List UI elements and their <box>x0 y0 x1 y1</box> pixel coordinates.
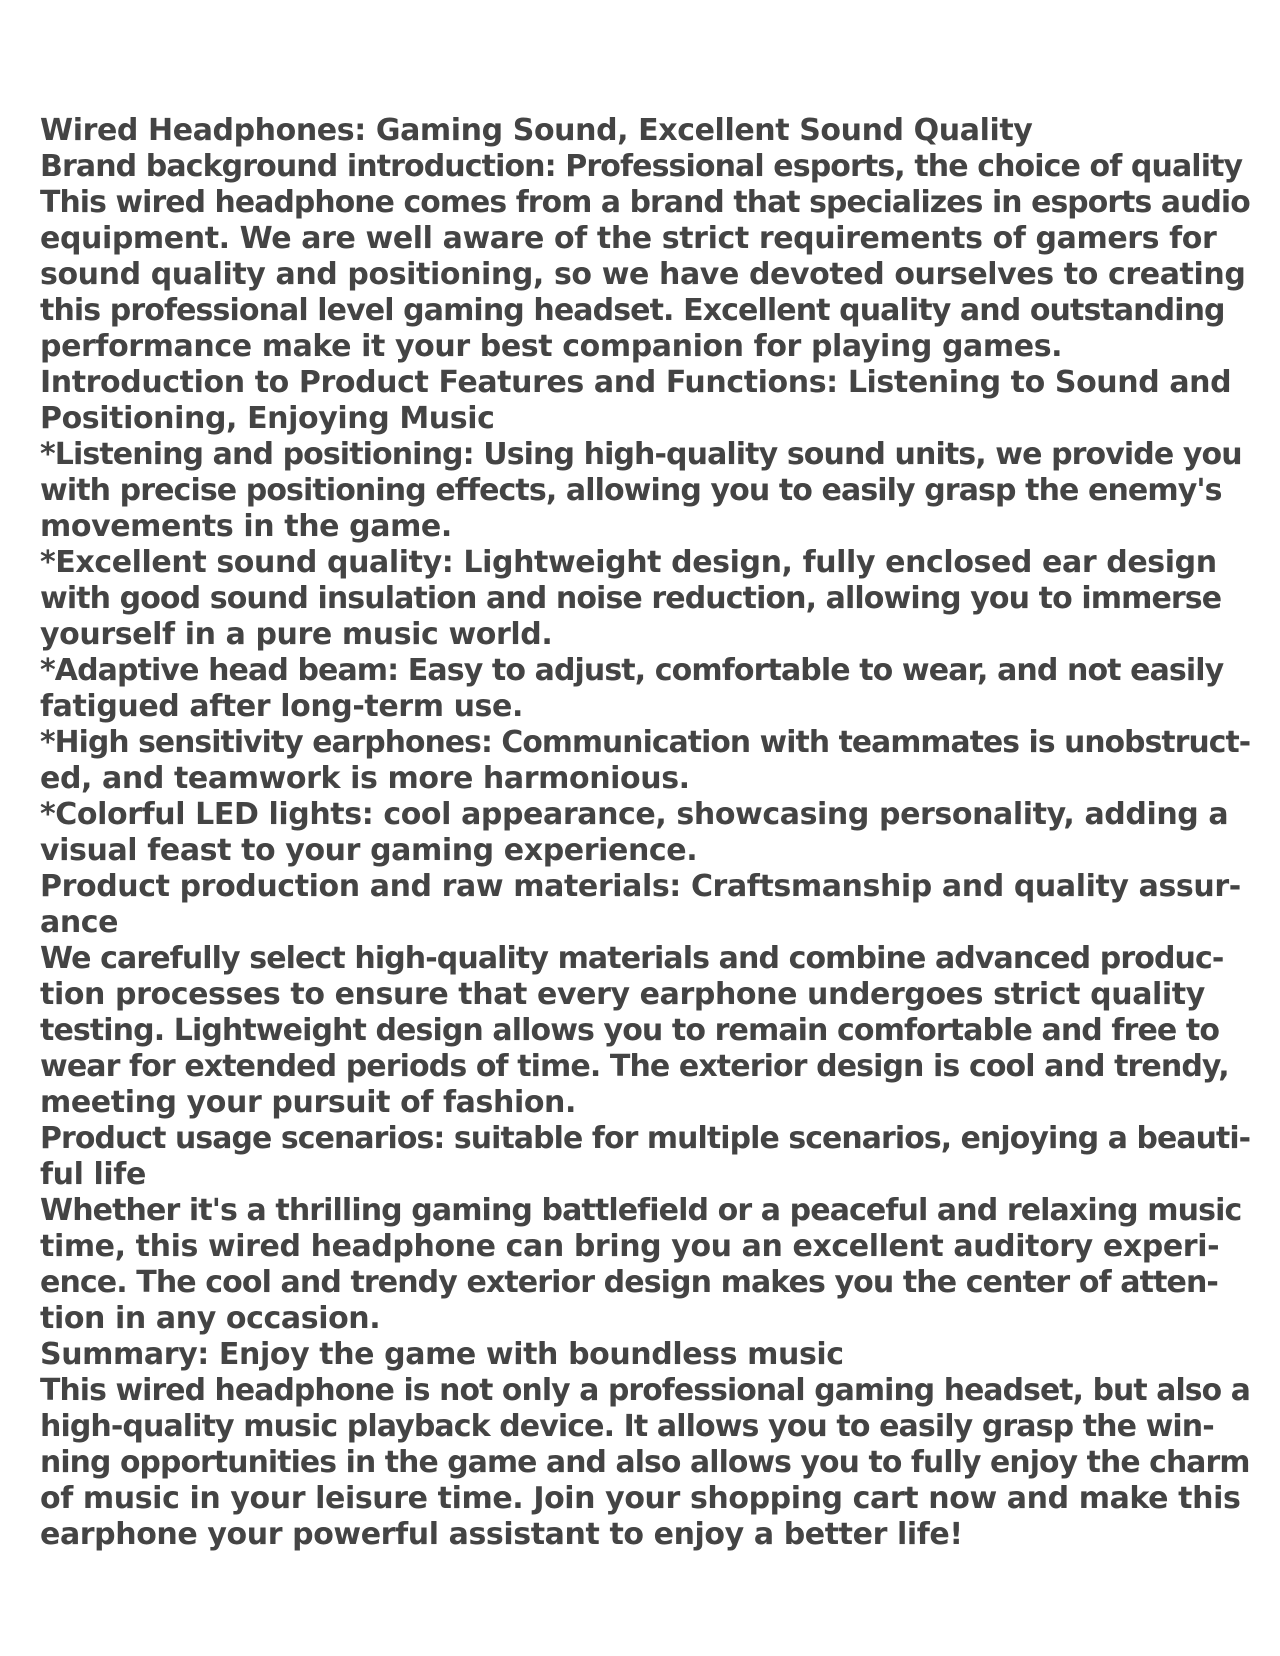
text-line: earphone your powerful assistant to enjoy a better life! <box>40 1517 963 1552</box>
text-line: wear for extended periods of time. The exterior design is cool and trendy, <box>40 1049 1229 1084</box>
text-line: Summary: Enjoy the game with boundless music <box>40 1337 844 1372</box>
text-line: ful life <box>40 1157 146 1192</box>
text-line: movements in the game. <box>40 509 452 544</box>
text-line: this professional level gaming headset. Excellent quality and outstanding <box>40 293 1225 328</box>
text-line: ance <box>40 905 119 940</box>
text-line: ence. The cool and trendy exterior design makes you the center of atten- <box>40 1265 1218 1300</box>
text-line: sound quality and positioning, so we have devoted ourselves to creating <box>40 257 1246 292</box>
text-line: Product production and raw materials: Craftsmanship and quality assur- <box>40 869 1241 904</box>
text-line: equipment. We are well aware of the strict requirements of gamers for <box>40 221 1217 256</box>
text-line: Product usage scenarios: suitable for multiple scenarios, enjoying a beauti- <box>40 1121 1251 1156</box>
text-line: *Excellent sound quality: Lightweight design, fully enclosed ear design <box>40 545 1217 580</box>
text-line: performance make it your best companion for playing games. <box>40 329 1063 364</box>
text-line: with precise positioning effects, allowing you to easily grasp the enemy's <box>40 473 1222 508</box>
text-line: This wired headphone is not only a professional gaming headset, but also a <box>40 1373 1250 1408</box>
product-description <box>40 113 1250 1553</box>
text-line: tion in any occasion. <box>40 1301 381 1336</box>
text-line: Positioning, Enjoying Music <box>40 401 495 436</box>
text-line: *Colorful LED lights: cool appearance, showcasing personality, adding a <box>40 797 1229 832</box>
text-line: tion processes to ensure that every earphone undergoes strict quality <box>40 977 1205 1012</box>
text-line: high-quality music playback device. It allows you to easily grasp the win- <box>40 1409 1214 1444</box>
text-line: time, this wired headphone can bring you an excellent auditory experi- <box>40 1229 1220 1264</box>
text-line: testing. Lightweight design allows you to remain comfortable and free to <box>40 1013 1220 1048</box>
text-line: *Listening and positioning: Using high-quality sound units, we provide you <box>40 437 1242 472</box>
text-line: ed, and teamwork is more harmonious. <box>40 761 690 796</box>
text-line: *Adaptive head beam: Easy to adjust, comfortable to wear, and not easily <box>40 653 1224 688</box>
text-line: Whether it's a thrilling gaming battlefield or a peaceful and relaxing music <box>40 1193 1242 1228</box>
text-line: meeting your pursuit of fashion. <box>40 1085 576 1120</box>
text-line: fatigued after long-term use. <box>40 689 523 724</box>
text-line: Wired Headphones: Gaming Sound, Excellent Sound Quality <box>40 113 1033 148</box>
text-line: Introduction to Product Features and Functions: Listening to Sound and <box>40 365 1232 400</box>
text-line: *High sensitivity earphones: Communication with teammates is unobstruct- <box>40 725 1251 760</box>
text-line: This wired headphone comes from a brand that specializes in esports audio <box>40 185 1250 220</box>
text-line: yourself in a pure music world. <box>40 617 553 652</box>
text-line: with good sound insulation and noise reduction, allowing you to immerse <box>40 581 1222 616</box>
text-line: visual feast to your gaming experience. <box>40 833 698 868</box>
text-line: ning opportunities in the game and also allows you to fully enjoy the charm <box>40 1445 1250 1480</box>
text-line: We carefully select high-quality materials and combine advanced produc- <box>40 941 1224 976</box>
text-line: of music in your leisure time. Join your shopping cart now and make this <box>40 1481 1241 1516</box>
text-line: Brand background introduction: Professional esports, the choice of quality <box>40 149 1243 184</box>
